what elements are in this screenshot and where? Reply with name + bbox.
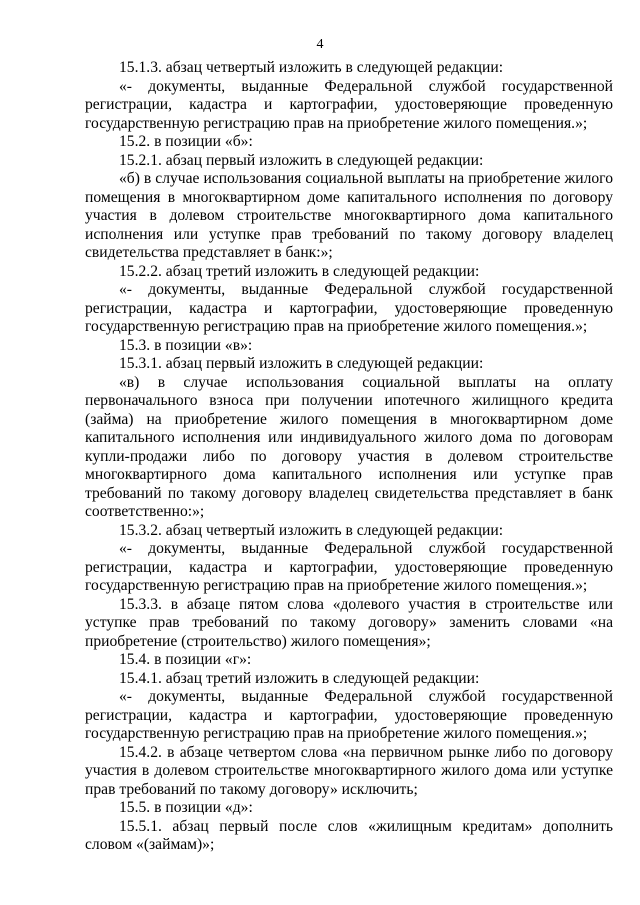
clause-15-5: 15.5. в позиции «д»:: [119, 799, 253, 816]
paragraph-position-b-quote: «б) в случае использования социальной выплаты на приобретение жилого помещения в многоквартирном доме капитального исполнения по договору участия в долевом строительстве многоквартирного дома капитального исполнения или уступке прав требований по такому договору владелец свидетельства представляет в банк:»;: [85, 170, 613, 261]
clause-15-3-2: 15.3.2. абзац четвертый изложить в следующей редакции:: [119, 521, 504, 539]
clause-15-2-2: 15.2.2. абзац третий изложить в следующей редакции:: [119, 262, 480, 280]
clause-15-2-1: 15.2.1. абзац первый изложить в следующей редакции:: [119, 151, 484, 169]
clause-15-3: 15.3. в позиции «в»:: [119, 336, 253, 354]
clause-15-4: 15.4. в позиции «г»:: [119, 651, 252, 668]
page-number: 4: [316, 37, 324, 52]
clause-15-1-3: 15.1.3. абзац четвертый изложить в следующей редакции:: [119, 59, 504, 76]
paragraph-documents-quote: «- документы, выданные Федеральной службой государственной регистрации, кадастра и картографии, удостоверяющие проведенную государственную регистрацию прав на приобретение жилого помещения.»;: [85, 77, 613, 132]
paragraph-documents-quote: «- документы, выданные Федеральной службой государственной регистрации, кадастра и картографии, удостоверяющие проведенную государственную регистрацию прав на приобретение жилого помещения.»;: [85, 688, 613, 742]
clause-15-5-1: 15.5.1. абзац первый после слов «жилищным кредитам» дополнить словом «(займам)»;: [85, 817, 613, 853]
clause-15-3-1: 15.3.1. абзац первый изложить в следующей редакции:: [119, 355, 484, 372]
paragraph-documents-quote: «- документы, выданные Федеральной службой государственной регистрации, кадастра и картографии, удостоверяющие проведенную государственную регистрацию прав на приобретение жилого помещения.»;: [85, 540, 613, 594]
document-body: [85, 59, 613, 855]
clause-15-4-1: 15.4.1. абзац третий изложить в следующей редакции:: [119, 669, 480, 687]
clause-15-4-2: 15.4.2. в абзаце четвертом слова «на первичном рынке либо по договору участия в долевом строительстве многоквартирного жилого дома или уступке прав требований по такому договору» исключить;: [85, 743, 613, 798]
clause-15-3-3: 15.3.3. в абзаце пятом слова «долевого участия в строительстве или уступке прав требований по такому договору» заменить словами «на приобретение (строительство) жилого помещения»;: [85, 595, 613, 650]
paragraph-position-v-quote: «в) в случае использования социальной выплаты на оплату первоначального взноса при получении ипотечного жилищного кредита (займа) на приобретение жилого помещения в многоквартирном доме капитального исполнения или индивидуального жилого дома по договорам купли-продажи либо по договору участия в долевом строительстве многоквартирного дома капитального исполнения или уступке прав требований по такому договору владелец свидетельства представляет в банк соответственно:»;: [85, 373, 613, 520]
clause-15-2: 15.2. в позиции «б»:: [119, 133, 253, 150]
paragraph-documents-quote: «- документы, выданные Федеральной службой государственной регистрации, кадастра и картографии, удостоверяющие проведенную государственную регистрацию прав на приобретение жилого помещения.»;: [85, 281, 613, 335]
